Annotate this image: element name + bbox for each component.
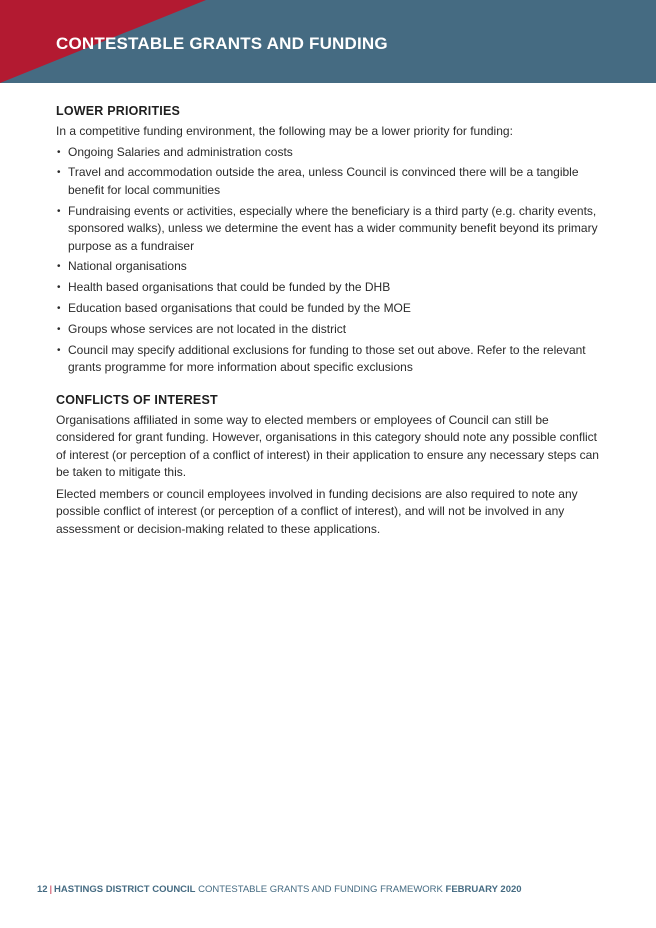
footer-organisation: HASTINGS DISTRICT COUNCIL (54, 884, 196, 895)
footer-document-title: CONTESTABLE GRANTS AND FUNDING FRAMEWORK (198, 884, 443, 895)
list-item: • Education based organisations that could be funded by the MOE (56, 300, 604, 318)
footer-date: FEBRUARY 2020 (445, 884, 522, 895)
list-item: • Groups whose services are not located in the district (56, 321, 604, 339)
page-header (0, 0, 656, 83)
lower-priorities-intro: In a competitive funding environment, the following may be a lower priority for funding: (56, 124, 513, 138)
page-title: CONTESTABLE GRANTS AND FUNDING (56, 34, 388, 53)
conflicts-heading: CONFLICTS OF INTEREST (56, 392, 218, 407)
conflicts-paragraph: Organisations affiliated in some way to elected members or employees of Council can still be considered for grant funding. However, organisations in this category should note any possible conflict of interest (or perception of a conflict of interest) in their application to ensure any necessary steps can be taken to mitigate this. (56, 412, 599, 480)
list-item: • National organisations (56, 258, 604, 276)
list-item: • Council may specify additional exclusions for funding to those set out above. Refer to the relevant grants programme for more information about specific exclusions (56, 342, 604, 377)
page-number: 12 (37, 884, 48, 895)
list-item: • Travel and accommodation outside the area, unless Council is convinced there will be a tangible benefit for local communities (56, 164, 604, 199)
page-footer (37, 884, 522, 895)
list-item: • Ongoing Salaries and administration costs (56, 144, 604, 162)
lower-priorities-heading: LOWER PRIORITIES (56, 104, 181, 118)
conflicts-of-interest-section (56, 393, 604, 539)
footer-separator: | (49, 884, 53, 895)
conflicts-paragraph: Elected members or council employees involved in funding decisions are also required to note any possible conflict of interest (or perception of a conflict of interest), and will not be involved in any assessment or decision-making related to these applications. (56, 486, 578, 536)
list-item: • Health based organisations that could be funded by the DHB (56, 279, 604, 297)
list-item: • Fundraising events or activities, especially where the beneficiary is a third party (e.g. charity events, sponsored walks), unless we determine the event has a wider community benefit beyond its primary purpose as a fundraiser (56, 203, 604, 256)
lower-priorities-section (56, 104, 604, 377)
lower-priorities-list (56, 144, 604, 377)
main-content (56, 104, 604, 542)
